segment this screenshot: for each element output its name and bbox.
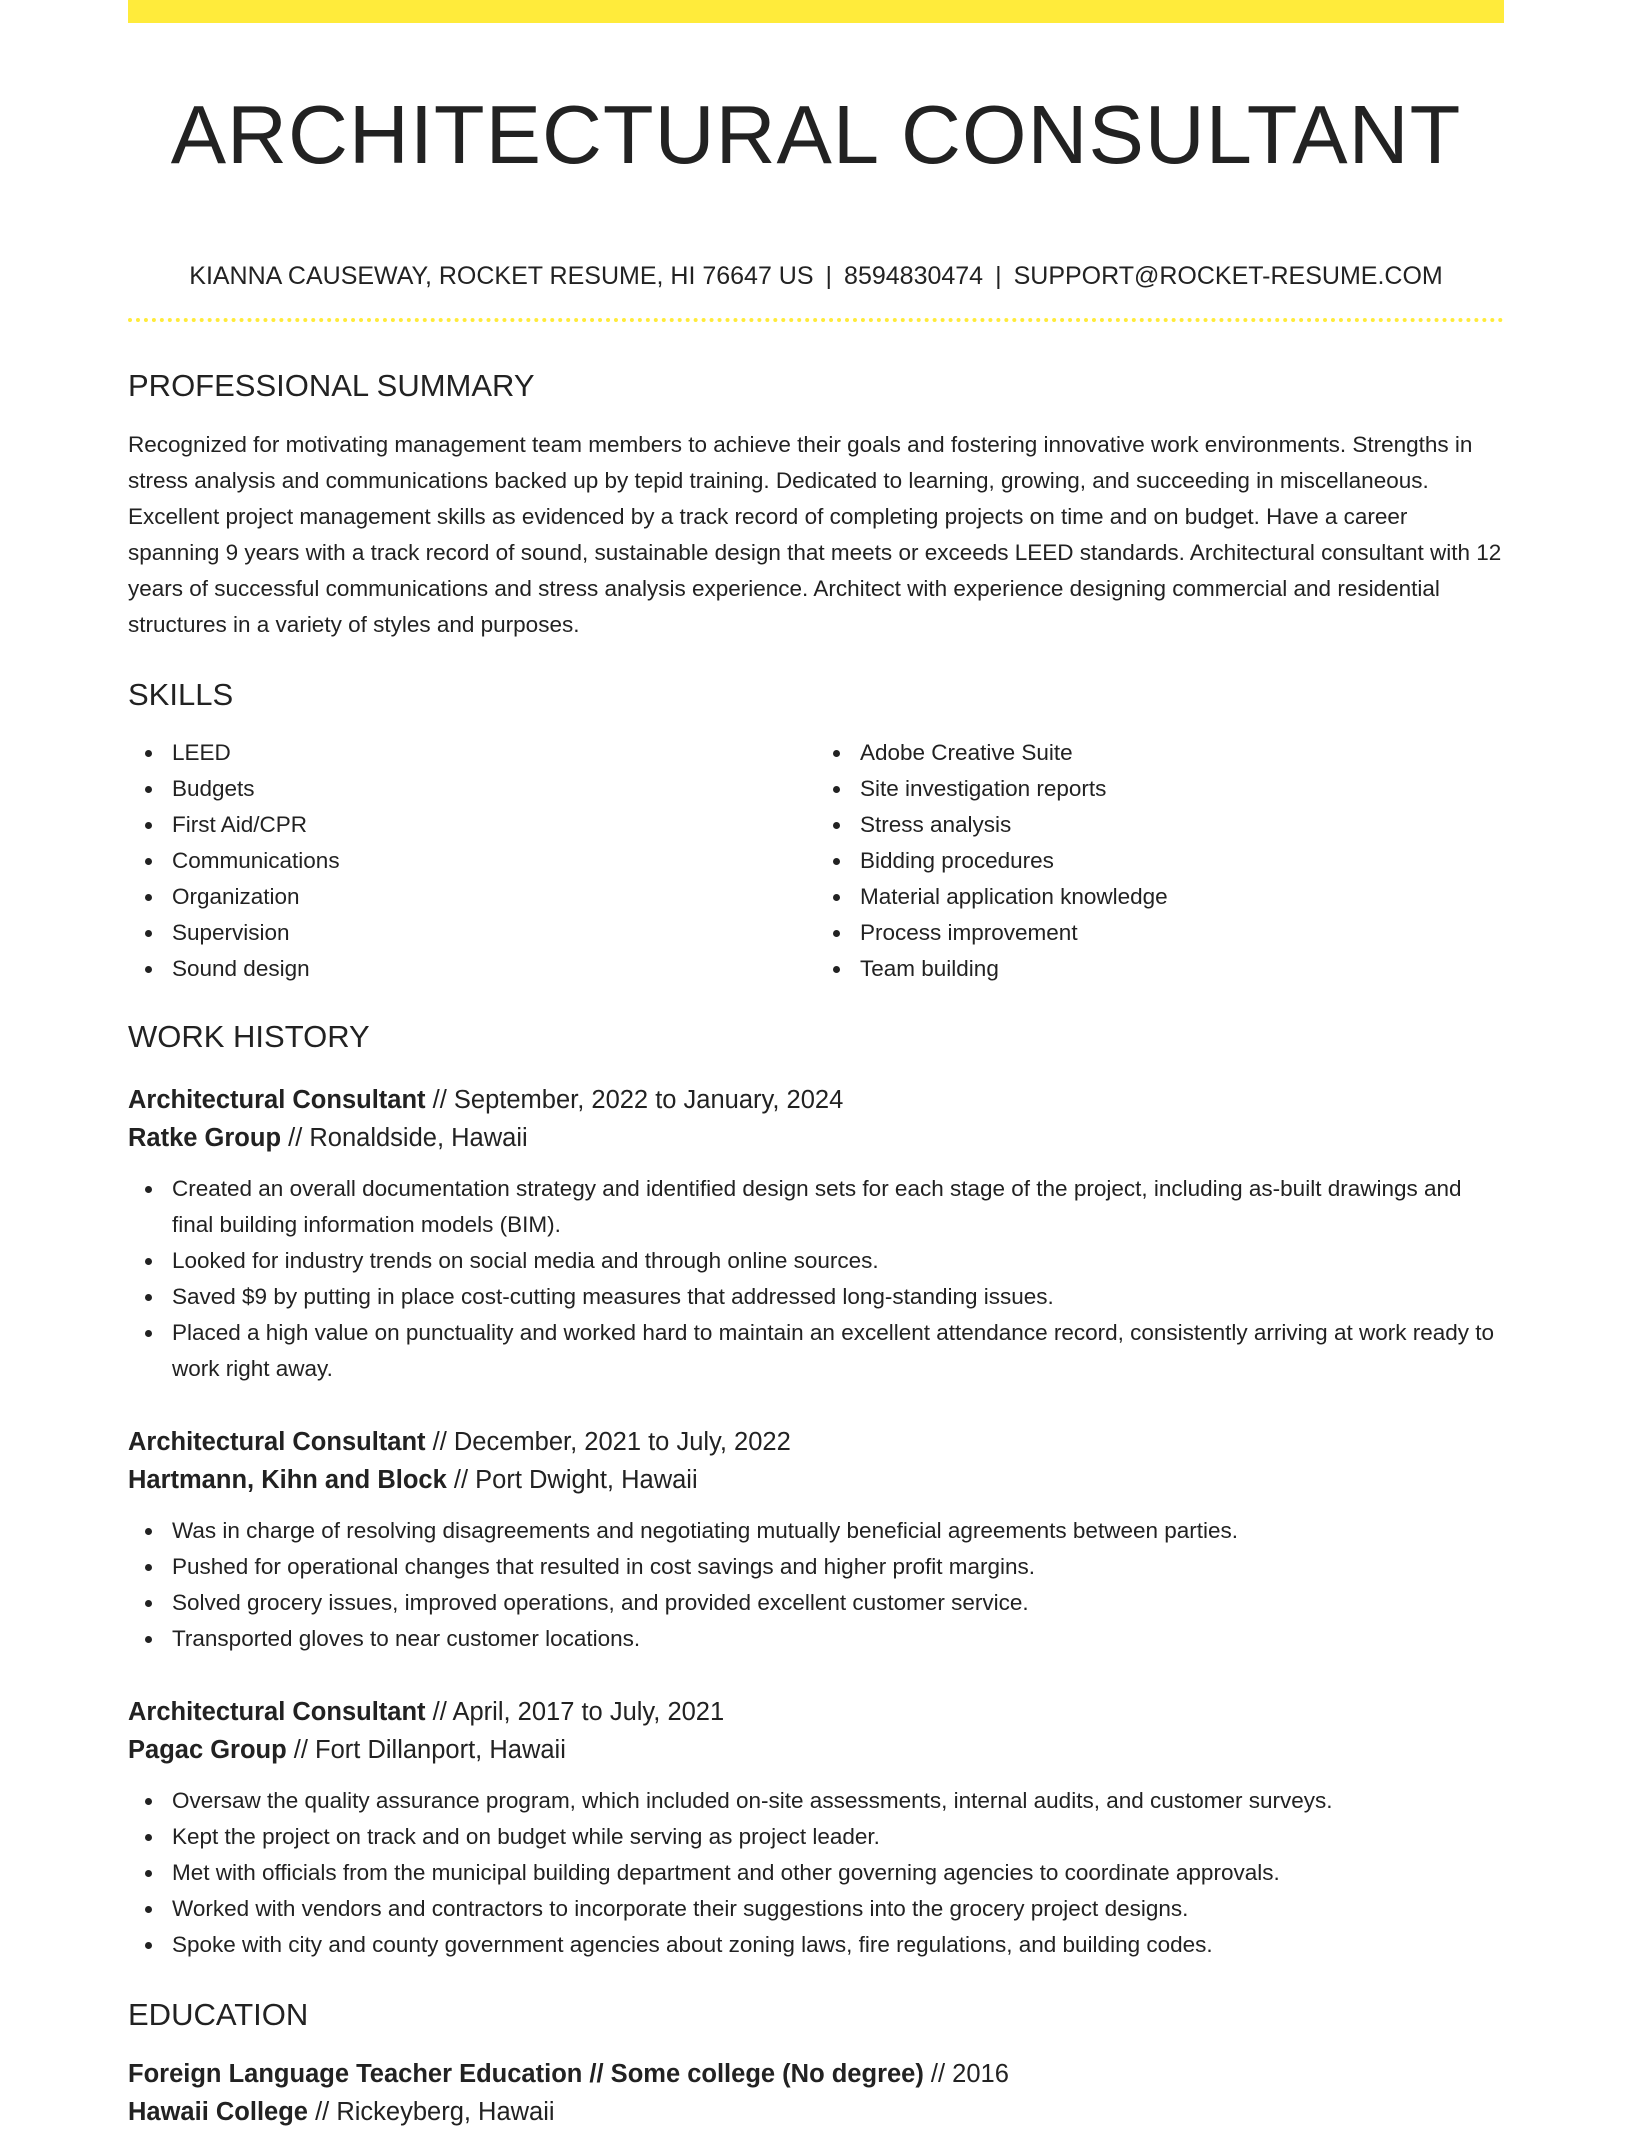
contact-separator: | <box>995 262 1002 290</box>
job-dates: // September, 2022 to January, 2024 <box>425 1086 844 1114</box>
contact-email: SUPPORT@ROCKET-RESUME.COM <box>1013 262 1443 290</box>
job-bullet: Created an overall documentation strategy and identified design sets for each stage of the project, including as-built drawings and final building information models (BIM). <box>172 1171 1504 1243</box>
job-title-line <box>128 1693 1504 1731</box>
job-title: Architectural Consultant <box>128 1698 426 1726</box>
job-bullet: Kept the project on track and on budget while serving as project leader. <box>172 1819 1504 1855</box>
skill-item: LEED <box>172 735 816 771</box>
education-location: // Rickeyberg, Hawaii <box>307 2098 555 2126</box>
job-title: Architectural Consultant <box>128 1086 426 1114</box>
job-bullet: Met with officials from the municipal building department and other governing agencies to coordinate approvals. <box>172 1855 1504 1891</box>
job-bullet: Transported gloves to near customer locations. <box>172 1621 1504 1657</box>
skills-right-column <box>816 735 1504 987</box>
job-entry <box>128 1693 1504 1963</box>
skill-item: Communications <box>172 843 816 879</box>
job-bullet: Saved $9 by putting in place cost-cutting measures that addressed long-standing issues. <box>172 1279 1504 1315</box>
job-company: Hartmann, Kihn and Block <box>128 1466 447 1494</box>
job-bullets <box>128 1171 1504 1387</box>
job-company-line <box>128 1119 1504 1157</box>
skill-item: Site investigation reports <box>860 771 1504 807</box>
job-company-line <box>128 1461 1504 1499</box>
job-dates: // April, 2017 to July, 2021 <box>425 1698 725 1726</box>
resume-page <box>128 0 1504 2131</box>
skill-item: First Aid/CPR <box>172 807 816 843</box>
job-bullet: Placed a high value on punctuality and worked hard to maintain an excellent attendance record, consistently arriving at work ready to work right away. <box>172 1315 1504 1387</box>
job-title-line <box>128 1081 1504 1119</box>
job-company: Pagac Group <box>128 1736 287 1764</box>
job-dates: // December, 2021 to July, 2022 <box>425 1428 791 1456</box>
skill-item: Material application knowledge <box>860 879 1504 915</box>
education-school: Hawaii College <box>128 2098 308 2126</box>
job-location: // Fort Dillanport, Hawaii <box>286 1736 566 1764</box>
job-bullet: Looked for industry trends on social media and through online sources. <box>172 1243 1504 1279</box>
job-title-line <box>128 1423 1504 1461</box>
work-history-heading: WORK HISTORY <box>128 1019 370 1054</box>
contact-separator: | <box>825 262 833 290</box>
job-entry <box>128 1423 1504 1657</box>
job-location: // Port Dwight, Hawaii <box>446 1466 698 1494</box>
job-company: Ratke Group <box>128 1124 282 1152</box>
job-bullet: Pushed for operational changes that resulted in cost savings and higher profit margins. <box>172 1549 1504 1585</box>
skill-item: Adobe Creative Suite <box>860 735 1504 771</box>
skills-grid <box>128 735 1504 987</box>
skills-heading: SKILLS <box>128 677 234 712</box>
contact-address: KIANNA CAUSEWAY, ROCKET RESUME, HI 76647 US <box>189 262 814 290</box>
skill-item: Sound design <box>172 951 816 987</box>
job-title: Architectural Consultant <box>128 1428 426 1456</box>
skill-item: Supervision <box>172 915 816 951</box>
job-bullets <box>128 1513 1504 1657</box>
skills-left-column <box>128 735 816 987</box>
resume-title: ARCHITECTURAL CONSULTANT <box>170 88 1462 181</box>
education-school-line <box>128 2093 1504 2131</box>
job-bullet: Worked with vendors and contractors to incorporate their suggestions into the grocery project designs. <box>172 1891 1504 1927</box>
summary-text: Recognized for motivating management team members to achieve their goals and fostering innovative work environments. Strengths in stress analysis and communications backed up by tepid training. Dedicated to learning, growing, and succeeding in miscellaneous. Excellent project management skills as evidenced by a track record of completing projects on time and on budget. Have a career spanning 9 years with a track record of sound, sustainable design that meets or exceeds LEED standards. Architectural consultant with 12 years of successful communications and stress analysis experience. Architect with experience designing commercial and residential structures in a variety of styles and purposes. <box>128 432 1502 637</box>
job-bullet: Was in charge of resolving disagreements and negotiating mutually beneficial agreements between parties. <box>172 1513 1504 1549</box>
education-heading: EDUCATION <box>128 1997 309 2032</box>
job-entry <box>128 1081 1504 1387</box>
job-bullet: Solved grocery issues, improved operations, and provided excellent customer service. <box>172 1585 1504 1621</box>
job-bullet: Oversaw the quality assurance program, which included on-site assessments, internal audits, and customer surveys. <box>172 1783 1504 1819</box>
contact-phone: 8594830474 <box>844 262 984 290</box>
job-bullet: Spoke with city and county government agencies about zoning laws, fire regulations, and building codes. <box>172 1927 1504 1963</box>
skill-item: Bidding procedures <box>860 843 1504 879</box>
skill-item: Team building <box>860 951 1504 987</box>
contact-line <box>128 261 1504 291</box>
accent-top-bar <box>128 0 1504 23</box>
education-degree-line <box>128 2055 1504 2093</box>
skill-item: Process improvement <box>860 915 1504 951</box>
skill-item: Stress analysis <box>860 807 1504 843</box>
skill-item: Organization <box>172 879 816 915</box>
summary-heading: PROFESSIONAL SUMMARY <box>128 368 535 403</box>
header-divider <box>128 318 1504 322</box>
job-location: // Ronaldside, Hawaii <box>281 1124 528 1152</box>
skill-item: Budgets <box>172 771 816 807</box>
education-year: // 2016 <box>923 2060 1009 2088</box>
job-company-line <box>128 1731 1504 1769</box>
education-entry <box>128 2055 1504 2131</box>
job-bullets <box>128 1783 1504 1963</box>
education-degree: Foreign Language Teacher Education // Some college (No degree) <box>128 2060 924 2088</box>
